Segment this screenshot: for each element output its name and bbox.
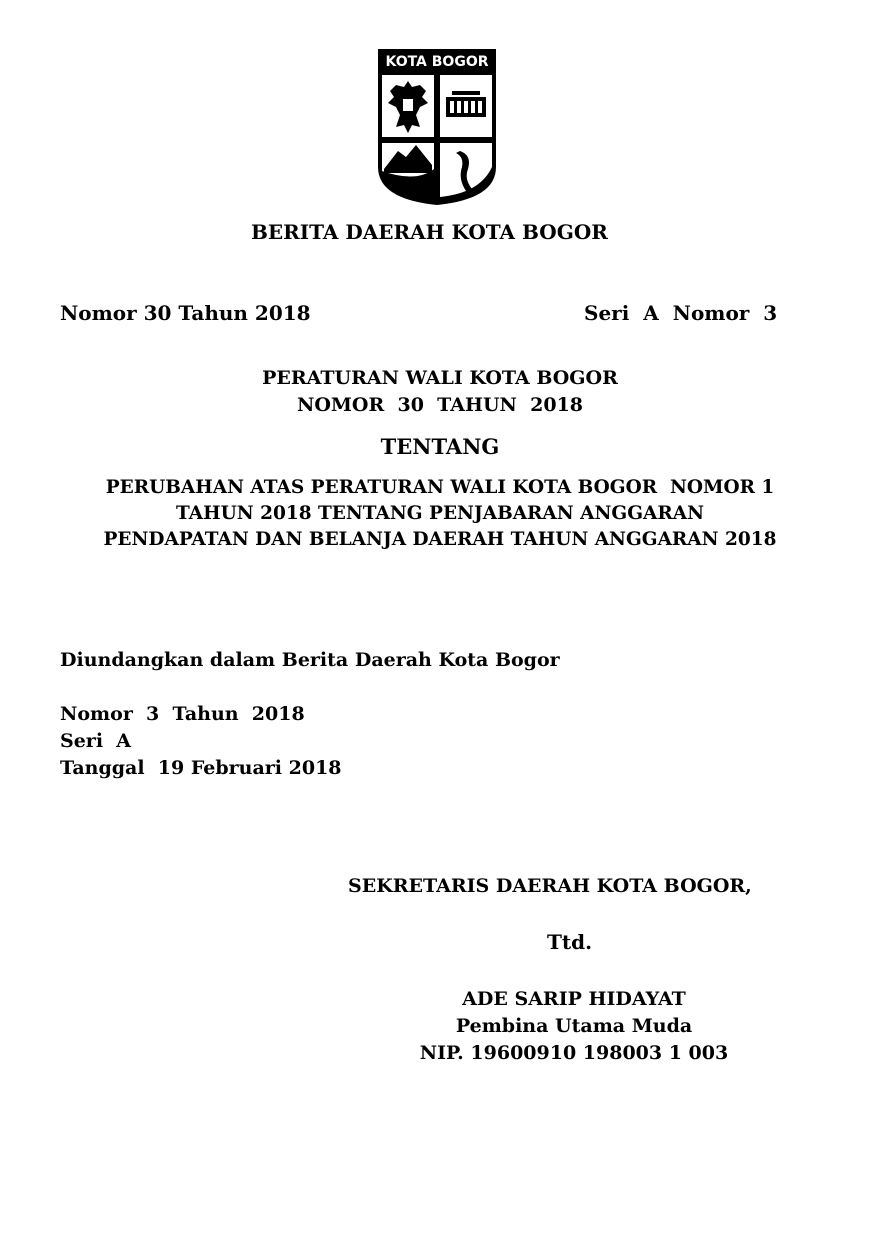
mountain-icon — [382, 143, 434, 177]
subject-line-3: PENDAPATAN DAN BELANJA DAERAH TAHUN ANGGARAN 2018 — [103, 529, 777, 550]
signatory-nip: NIP. 19600910 198003 1 003 — [419, 1042, 729, 1064]
signatory-name: ADE SARIP HIDAYAT — [462, 988, 686, 1010]
seri-nomor: Seri A Nomor 3 — [584, 301, 778, 325]
palace-icon — [440, 75, 492, 137]
nomor-tahun: Nomor 30 Tahun 2018 — [60, 301, 311, 325]
signatory-office: SEKRETARIS DAERAH KOTA BOGOR, — [348, 875, 752, 897]
garuda-icon — [382, 75, 434, 137]
signatory-rank: Pembina Utama Muda — [455, 1015, 693, 1037]
crest-label: KOTA BOGOR — [385, 54, 489, 70]
promulgation-date: Tanggal 19 Februari 2018 — [60, 757, 342, 779]
regulation-title: PERATURAN WALI KOTA BOGOR — [262, 367, 618, 389]
subject-line-2: TAHUN 2018 TENTANG PENJABARAN ANGGARAN — [176, 503, 704, 524]
regulation-number: NOMOR 30 TAHUN 2018 — [296, 394, 584, 416]
signed-mark: Ttd. — [547, 930, 593, 954]
document-title: BERITA DAERAH KOTA BOGOR — [251, 220, 608, 244]
promulgation-seri: Seri A — [60, 730, 132, 752]
kota-bogor-crest — [376, 47, 498, 207]
promulgation-nomor: Nomor 3 Tahun 2018 — [60, 703, 305, 725]
subject-line-1: PERUBAHAN ATAS PERATURAN WALI KOTA BOGOR NOMOR 1 — [105, 477, 775, 498]
tentang-heading: TENTANG — [380, 434, 500, 459]
promulgation-intro: Diundangkan dalam Berita Daerah Kota Bogor — [60, 649, 560, 671]
